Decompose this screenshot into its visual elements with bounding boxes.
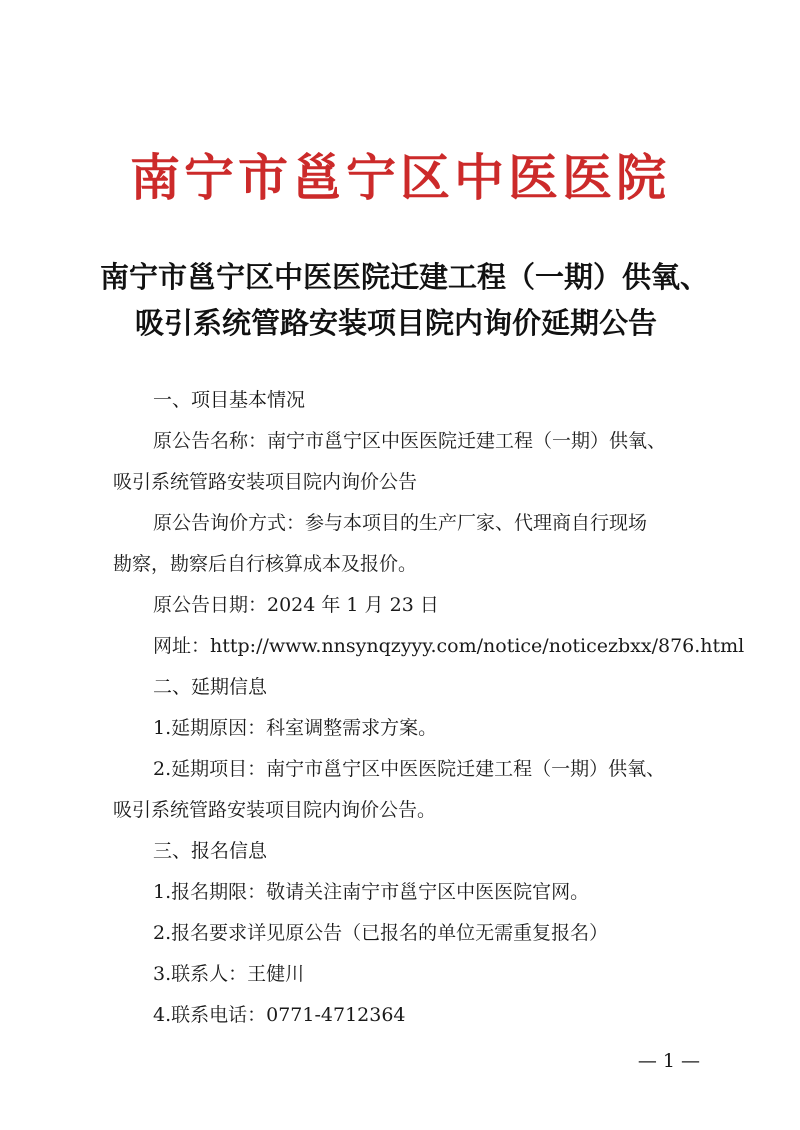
original-inquiry-method-cont: 勘察，勘察后自行核算成本及报价。 [113, 553, 418, 575]
notice-url: 网址：http://www.nnsynqzyyy.com/notice/noticezbxx/876.html [153, 635, 745, 657]
contact-person: 3.联系人：王健川 [153, 963, 305, 985]
title-line-1: 南宁市邕宁区中医医院迁建工程（一期）供氧、 [100, 260, 710, 294]
section-heading-extension-info: 二、延期信息 [153, 676, 268, 698]
original-notice-date: 原公告日期：2024 年 1 月 23 日 [153, 594, 439, 616]
registration-deadline: 1.报名期限：敬请关注南宁市邕宁区中医医院官网。 [153, 881, 590, 903]
organization-header: 南宁市邕宁区中医医院 [130, 148, 670, 207]
document-title [100, 254, 720, 346]
extension-item-cont: 吸引系统管路安装项目院内询价公告。 [113, 799, 437, 821]
document-body [113, 380, 745, 1036]
extension-item: 2.延期项目：南宁市邕宁区中医医院迁建工程（一期）供氧、 [153, 758, 666, 780]
section-heading-project-info: 一、项目基本情况 [153, 389, 306, 411]
original-notice-name: 原公告名称：南宁市邕宁区中医医院迁建工程（一期）供氧、 [153, 430, 667, 452]
original-notice-name-cont: 吸引系统管路安装项目院内询价公告 [113, 471, 418, 493]
section-heading-registration-info: 三、报名信息 [153, 840, 268, 862]
original-inquiry-method: 原公告询价方式：参与本项目的生产厂家、代理商自行现场 [153, 512, 648, 534]
page-number: — 1 — [637, 1050, 700, 1072]
title-line-2: 吸引系统管路安装项目院内询价延期公告 [135, 306, 658, 340]
registration-requirements: 2.报名要求详见原公告（已报名的单位无需重复报名） [153, 922, 609, 944]
contact-phone: 4.联系电话：0771-4712364 [153, 1004, 406, 1026]
extension-reason: 1.延期原因：科室调整需求方案。 [153, 717, 438, 739]
